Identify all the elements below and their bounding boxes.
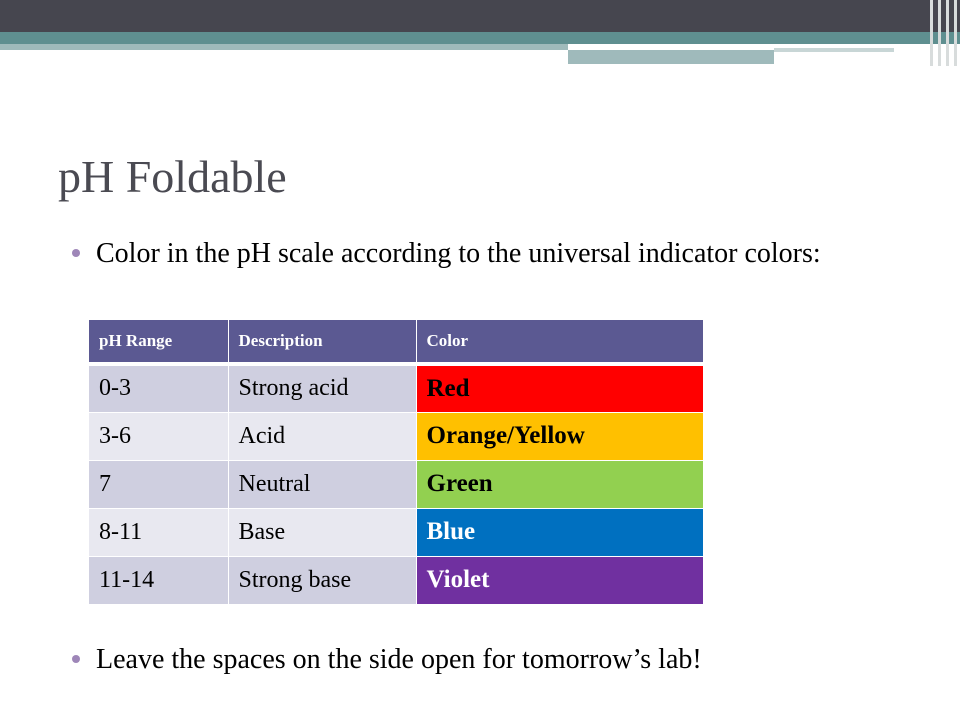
cell-description: Base xyxy=(228,508,416,556)
ph-table xyxy=(89,320,704,605)
cell-description: Neutral xyxy=(228,460,416,508)
top-decorative-bar xyxy=(0,0,960,32)
cell-ph-range: 0-3 xyxy=(89,364,228,412)
cell-color: Green xyxy=(416,460,704,508)
table-row xyxy=(89,508,704,556)
cell-color: Violet xyxy=(416,556,704,604)
cell-ph-range: 11-14 xyxy=(89,556,228,604)
header-ph-range: pH Range xyxy=(89,320,228,364)
table-header-row xyxy=(89,320,704,364)
bullet-text: Leave the spaces on the side open for tomorrow’s lab! xyxy=(96,644,702,675)
top-accent-stripe xyxy=(0,44,568,50)
cell-ph-range: 7 xyxy=(89,460,228,508)
table-row xyxy=(89,364,704,412)
cell-color: Blue xyxy=(416,508,704,556)
header-description: Description xyxy=(228,320,416,364)
header-color: Color xyxy=(416,320,704,364)
cell-description: Acid xyxy=(228,412,416,460)
corner-decoration xyxy=(926,0,960,66)
cell-ph-range: 8-11 xyxy=(89,508,228,556)
table-row xyxy=(89,460,704,508)
slide-title: pH Foldable xyxy=(58,151,287,202)
cell-color: Red xyxy=(416,364,704,412)
bullet-dot-icon xyxy=(72,655,80,663)
table-row xyxy=(89,556,704,604)
cell-ph-range: 3-6 xyxy=(89,412,228,460)
top-accent-stripe-right xyxy=(568,44,960,64)
cell-color: Orange/Yellow xyxy=(416,412,704,460)
bullet-note xyxy=(72,644,912,676)
cell-description: Strong acid xyxy=(228,364,416,412)
cell-description: Strong base xyxy=(228,556,416,604)
bullet-instruction xyxy=(72,238,912,270)
table-row xyxy=(89,412,704,460)
bullet-text: Color in the pH scale according to the universal indicator colors: xyxy=(96,238,821,269)
top-accent-bar xyxy=(0,32,960,44)
bullet-dot-icon xyxy=(72,249,80,257)
